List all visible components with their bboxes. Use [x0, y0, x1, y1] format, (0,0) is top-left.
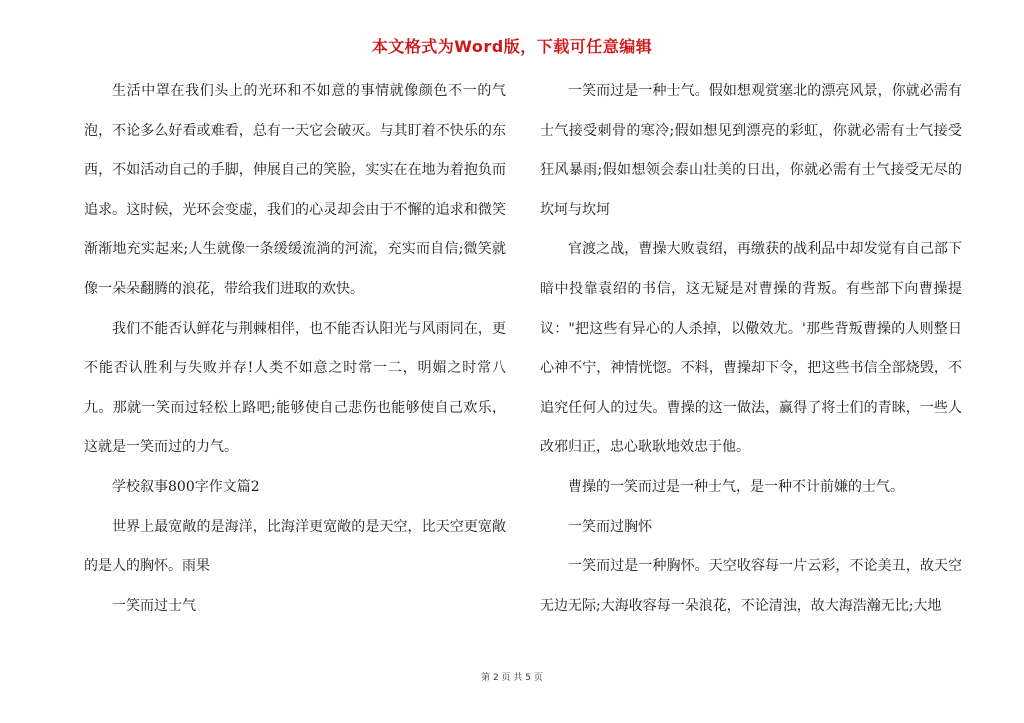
section-heading: 学校叙事800字作文篇2: [112, 478, 260, 495]
paragraph: 一笑而过是一种士气。假如想观赏塞北的漂亮风景，你就必需有士气接受刺骨的寒冷;假如想见到漂亮的彩虹，你就必需有士气接受狂风暴雨;假如想领会泰山壮美的日出，你就必需有士气接受无尽的坎坷与坎坷: [540, 83, 962, 218]
paragraph: 我们不能否认鲜花与荆棘相伴，也不能否认阳光与风雨同在，更不能否认胜利与失败并存!人类不如意之时常一二，明媚之时常八九。那就一笑而过轻松上路吧;能够使自己悲伤也能够使自己欢乐，这就是一笑而过的力气。: [84, 320, 506, 456]
paragraph: 生活中罩在我们头上的光环和不如意的事情就像颜色不一的气泡，不论多么好看或难看，总有一天它会破灭。与其盯着不快乐的东西，不如活动自己的手脚，伸展自己的笑脸，实实在在地为着抱负而追求。这时候，光环会变虚，我们的心灵却会由于不懈的追求和微笑渐渐地充实起来;人生就像一条缓缓流淌的河流，充实而自信;微笑就像一朵朵翻腾的浪花，带给我们进取的欢快。: [84, 83, 506, 297]
paragraph: 世界上最宽敞的是海洋，比海洋更宽敞的是天空，比天空更宽敞的是人的胸怀。雨果: [84, 518, 506, 575]
page-footer: 第 2 页 共 5 页: [481, 673, 543, 683]
format-banner: 本文格式为Word版，下载可任意编辑: [371, 37, 653, 56]
left-column: [84, 72, 506, 626]
paragraph: 官渡之战，曹操大败袁绍，再缴获的战利品中却发觉有自己部下暗中投靠袁绍的书信，这无疑是对曹操的背叛。有些部下向曹操提议："把这些有异心的人杀掉，以儆效尤。'那些背叛曹操的人则整日心神不宁，神情恍惚。不料，曹操却下令，把这些书信全部烧毁，不追究任何人的过失。曹操的这一做法，赢得了将士们的青睐，一些人改邪归正，忠心耿耿地效忠于他。: [540, 241, 962, 456]
paragraph: 一笑而过是一种胸怀。天空收容每一片云彩，不论美丑，故天空无边无际;大海收容每一朵浪花，不论清浊，故大海浩瀚无比;大地: [540, 558, 962, 614]
subheading: 一笑而过胸怀: [568, 518, 652, 535]
right-column: [540, 72, 962, 626]
paragraph: 曹操的一笑而过是一种士气，是一种不计前嫌的士气。: [568, 478, 904, 495]
subheading: 一笑而过士气: [112, 597, 196, 614]
